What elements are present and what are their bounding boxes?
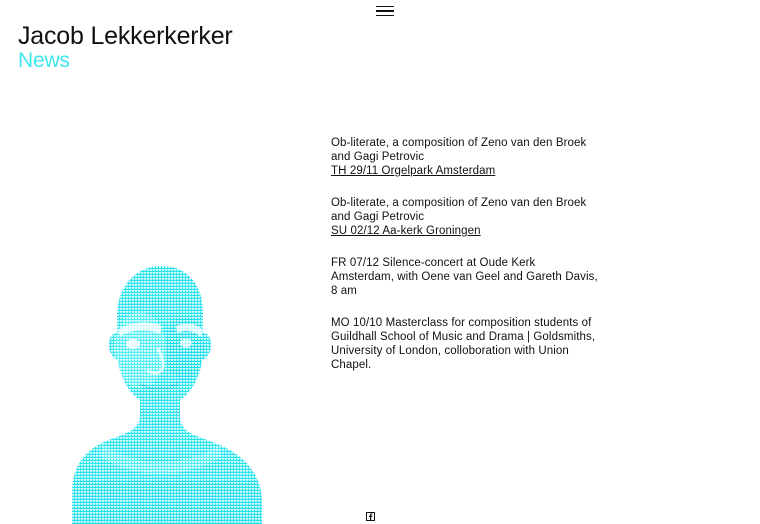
menu-bar-3 [376, 15, 394, 17]
news-item-body: Ob-literate, a composition of Zeno van den Broek and Gagi Petrovic [331, 137, 587, 163]
portrait-image [0, 230, 325, 524]
site-title: Jacob Lekkerkerker [18, 22, 233, 50]
news-list [331, 136, 599, 390]
news-item [331, 256, 599, 298]
facebook-icon[interactable] [366, 512, 375, 521]
facebook-glyph [368, 513, 373, 520]
news-item [331, 196, 599, 238]
news-item-body: Ob-literate, a composition of Zeno van den Broek and Gagi Petrovic [331, 197, 587, 223]
hamburger-menu-icon[interactable] [376, 4, 394, 18]
menu-bar-1 [376, 6, 394, 8]
portrait-silhouette [0, 230, 325, 524]
page-title-news: News [18, 49, 70, 72]
news-item-body: FR 07/12 Silence-concert at Oude Kerk Amsterdam, with Oene van Geel and Gareth Davis, 8 am [331, 257, 598, 297]
news-item-link[interactable]: TH 29/11 Orgelpark Amsterdam [331, 165, 496, 177]
news-item-body: MO 10/10 Masterclass for composition students of Guildhall School of Music and Drama | Goldsmiths, University of London, colloboration with Union Chapel. [331, 317, 596, 371]
news-item [331, 316, 599, 372]
news-item-link[interactable]: SU 02/12 Aa-kerk Groningen [331, 225, 481, 237]
menu-bar-2 [376, 10, 394, 12]
news-item [331, 136, 599, 178]
